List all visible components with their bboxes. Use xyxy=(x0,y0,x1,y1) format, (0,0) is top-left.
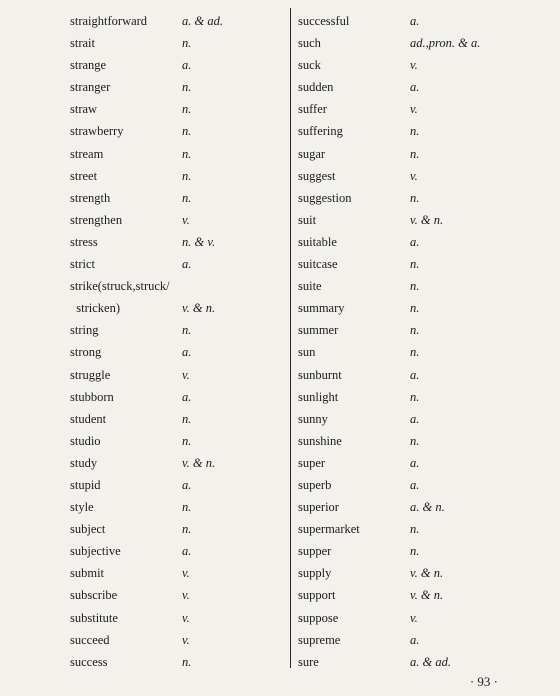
headword: strait xyxy=(70,36,95,51)
part-of-speech: a. xyxy=(410,477,420,492)
word-entry xyxy=(70,584,286,606)
headword: sugar xyxy=(298,146,326,161)
column-divider xyxy=(290,8,291,668)
word-entry xyxy=(298,297,528,319)
headword: sunshine xyxy=(298,433,342,448)
word-entry xyxy=(298,562,528,584)
word-entry xyxy=(298,651,528,673)
word-entry xyxy=(70,143,286,165)
part-of-speech: n. xyxy=(182,124,192,139)
word-entry xyxy=(70,120,286,142)
headword: stupid xyxy=(70,477,101,492)
word-entry xyxy=(70,408,286,430)
part-of-speech: n. xyxy=(182,102,192,117)
headword: sunlight xyxy=(298,389,339,404)
word-entry xyxy=(298,341,528,363)
headword: suggestion xyxy=(298,190,352,205)
part-of-speech: n. xyxy=(410,544,420,559)
headword: strength xyxy=(70,190,111,205)
headword: summer xyxy=(298,323,339,338)
part-of-speech: v. xyxy=(410,610,418,625)
word-entry xyxy=(298,607,528,629)
headword: super xyxy=(298,455,326,470)
headword: sudden xyxy=(298,80,334,95)
headword: straw xyxy=(70,102,98,117)
part-of-speech: n. xyxy=(410,146,420,161)
word-entry xyxy=(70,319,286,341)
part-of-speech: a. xyxy=(410,455,420,470)
word-entry xyxy=(70,98,286,120)
part-of-speech: v. xyxy=(182,632,190,647)
part-of-speech: a. xyxy=(410,234,420,249)
headword: strengthen xyxy=(70,212,123,227)
part-of-speech: v. xyxy=(410,58,418,73)
part-of-speech: ad.,pron. & a. xyxy=(410,36,481,51)
word-entry xyxy=(298,518,528,540)
headword: suck xyxy=(298,58,321,73)
part-of-speech: n. xyxy=(410,279,420,294)
word-entry xyxy=(298,540,528,562)
part-of-speech: n. & v. xyxy=(182,234,216,249)
word-entry xyxy=(70,386,286,408)
word-entry xyxy=(298,408,528,430)
word-entry xyxy=(70,231,286,253)
word-entry xyxy=(298,143,528,165)
headword: string xyxy=(70,323,99,338)
headword: support xyxy=(298,588,336,603)
word-entry xyxy=(70,32,286,54)
headword: suit xyxy=(298,212,317,227)
word-entry xyxy=(298,275,528,297)
word-entry xyxy=(70,607,286,629)
headword: sun xyxy=(298,345,316,360)
headword: struggle xyxy=(70,367,111,382)
part-of-speech: v. xyxy=(182,212,190,227)
word-entry xyxy=(70,651,286,673)
part-of-speech: v. xyxy=(182,588,190,603)
word-entry xyxy=(298,98,528,120)
headword: stranger xyxy=(70,80,111,95)
headword: stricken) xyxy=(70,301,120,316)
word-entry xyxy=(298,209,528,231)
headword: suitable xyxy=(298,234,337,249)
word-entry xyxy=(70,165,286,187)
word-entry xyxy=(298,474,528,496)
headword: supreme xyxy=(298,632,341,647)
part-of-speech: a. xyxy=(410,367,420,382)
part-of-speech: a. xyxy=(182,345,192,360)
word-entry xyxy=(298,32,528,54)
word-entry xyxy=(70,187,286,209)
word-entry xyxy=(70,275,286,297)
part-of-speech: n. xyxy=(182,36,192,51)
right-word-column xyxy=(298,10,528,673)
headword: stress xyxy=(70,234,98,249)
word-entry xyxy=(298,319,528,341)
part-of-speech: a. xyxy=(410,411,420,426)
word-entry xyxy=(70,364,286,386)
headword: supply xyxy=(298,566,332,581)
headword: subject xyxy=(70,522,106,537)
headword: strike(struck,struck/ xyxy=(70,279,170,294)
part-of-speech: n. xyxy=(410,190,420,205)
part-of-speech: n. xyxy=(182,522,192,537)
left-word-column xyxy=(70,10,286,673)
headword: strict xyxy=(70,257,95,272)
headword: stream xyxy=(70,146,104,161)
part-of-speech: n. xyxy=(410,323,420,338)
part-of-speech: a. xyxy=(182,58,192,73)
part-of-speech: v. xyxy=(410,102,418,117)
part-of-speech: n. xyxy=(182,654,192,669)
part-of-speech: n. xyxy=(410,345,420,360)
part-of-speech: n. xyxy=(410,433,420,448)
headword: such xyxy=(298,36,321,51)
part-of-speech: v. xyxy=(182,367,190,382)
word-entry xyxy=(70,10,286,32)
word-entry xyxy=(298,231,528,253)
part-of-speech: n. xyxy=(182,146,192,161)
headword: suppose xyxy=(298,610,339,625)
part-of-speech: a. & n. xyxy=(410,500,445,515)
word-entry xyxy=(298,452,528,474)
part-of-speech: a. xyxy=(182,389,192,404)
word-entry xyxy=(298,364,528,386)
headword: suitcase xyxy=(298,257,338,272)
headword: strawberry xyxy=(70,124,124,139)
headword: strange xyxy=(70,58,107,73)
word-entry xyxy=(298,430,528,452)
part-of-speech: n. xyxy=(182,433,192,448)
part-of-speech: n. xyxy=(182,80,192,95)
word-entry xyxy=(70,209,286,231)
part-of-speech: v. & n. xyxy=(182,301,216,316)
part-of-speech: a. & ad. xyxy=(182,14,223,28)
headword: strong xyxy=(70,345,102,360)
headword: success xyxy=(70,654,108,669)
part-of-speech: v. xyxy=(182,610,190,625)
word-entry xyxy=(70,297,286,319)
word-entry xyxy=(298,10,528,32)
part-of-speech: n. xyxy=(182,411,192,426)
word-entry xyxy=(70,452,286,474)
part-of-speech: v. xyxy=(410,168,418,183)
headword: style xyxy=(70,500,94,515)
part-of-speech: v. & n. xyxy=(410,212,444,227)
word-entry xyxy=(70,253,286,275)
part-of-speech: v. & n. xyxy=(410,588,444,603)
headword: suite xyxy=(298,279,322,294)
word-entry xyxy=(70,474,286,496)
part-of-speech: a. & ad. xyxy=(410,654,451,669)
headword: superior xyxy=(298,500,339,515)
headword: suggest xyxy=(298,168,336,183)
word-entry xyxy=(70,54,286,76)
part-of-speech: a. xyxy=(182,544,192,559)
part-of-speech: v. xyxy=(182,566,190,581)
page-number: · 93 · xyxy=(469,674,498,689)
word-entry xyxy=(70,76,286,98)
headword: stubborn xyxy=(70,389,114,404)
part-of-speech: n. xyxy=(410,257,420,272)
headword: sure xyxy=(298,654,319,669)
part-of-speech: a. xyxy=(182,477,192,492)
word-entry xyxy=(298,54,528,76)
headword: successful xyxy=(298,14,350,28)
part-of-speech: a. xyxy=(182,257,192,272)
headword: supermarket xyxy=(298,522,360,537)
headword: suffer xyxy=(298,102,327,117)
part-of-speech: n. xyxy=(410,301,420,316)
headword: sunburnt xyxy=(298,367,342,382)
word-entry xyxy=(70,518,286,540)
headword: submit xyxy=(70,566,105,581)
headword: substitute xyxy=(70,610,118,625)
word-entry xyxy=(298,187,528,209)
word-entry xyxy=(298,253,528,275)
part-of-speech: n. xyxy=(410,522,420,537)
word-entry xyxy=(70,496,286,518)
headword: studio xyxy=(70,433,101,448)
headword: study xyxy=(70,455,98,470)
part-of-speech: n. xyxy=(182,190,192,205)
headword: superb xyxy=(298,477,332,492)
headword: supper xyxy=(298,544,332,559)
word-entry xyxy=(70,562,286,584)
part-of-speech: n. xyxy=(182,323,192,338)
part-of-speech: n. xyxy=(410,389,420,404)
word-entry xyxy=(298,629,528,651)
part-of-speech: n. xyxy=(182,500,192,515)
word-entry xyxy=(298,120,528,142)
headword: suffering xyxy=(298,124,343,139)
part-of-speech: a. xyxy=(410,14,420,28)
headword: student xyxy=(70,411,107,426)
part-of-speech: n. xyxy=(182,168,192,183)
word-entry xyxy=(70,341,286,363)
part-of-speech: n. xyxy=(410,124,420,139)
part-of-speech: a. xyxy=(410,80,420,95)
word-entry xyxy=(70,540,286,562)
word-entry xyxy=(70,430,286,452)
word-entry xyxy=(298,496,528,518)
word-entry xyxy=(298,165,528,187)
word-entry xyxy=(298,76,528,98)
headword: succeed xyxy=(70,632,110,647)
headword: street xyxy=(70,168,98,183)
word-entry xyxy=(70,629,286,651)
part-of-speech: a. xyxy=(410,632,420,647)
word-entry xyxy=(298,584,528,606)
headword: subscribe xyxy=(70,588,118,603)
part-of-speech: v. & n. xyxy=(182,455,216,470)
part-of-speech: v. & n. xyxy=(410,566,444,581)
headword: straightforward xyxy=(70,14,148,28)
headword: subjective xyxy=(70,544,121,559)
word-entry xyxy=(298,386,528,408)
headword: summary xyxy=(298,301,345,316)
headword: sunny xyxy=(298,411,328,426)
